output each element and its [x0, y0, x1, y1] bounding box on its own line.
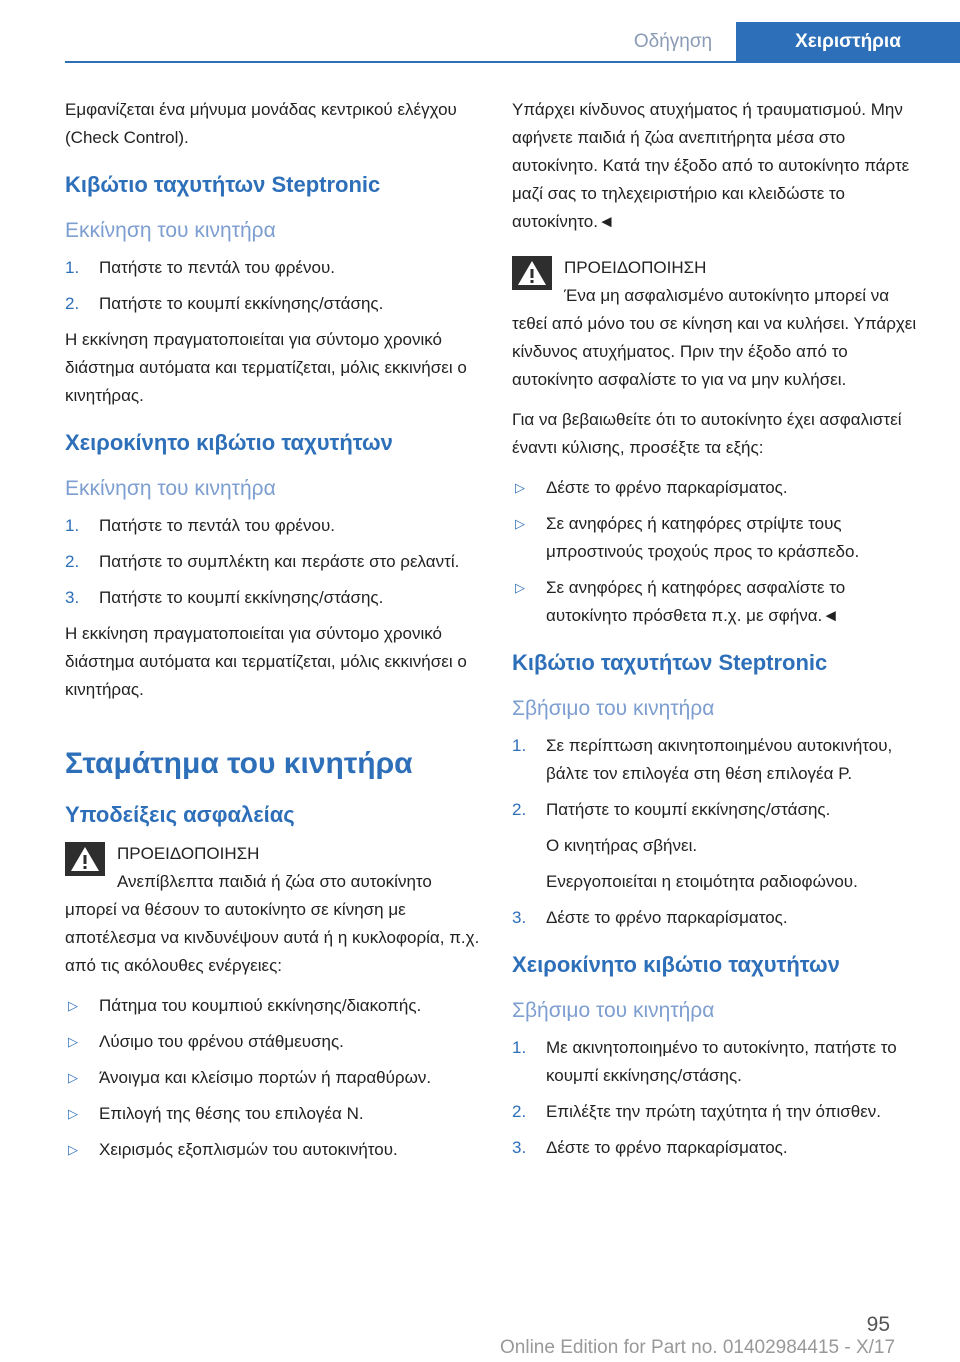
step-text: Πατήστε το συμπλέκτη και περάστε στο ρελαντί. [99, 552, 460, 571]
start-paragraph: Η εκκίνηση πραγματοποιείται για σύντομο χρονικό διάστημα αυτόματα και τερματίζεται, μόλις εκκινήσει ο κινητήρας. [65, 624, 467, 699]
bullet-triangle-icon: ▷ [68, 1034, 78, 1049]
list-item [65, 512, 485, 540]
heading-manual: Χειροκίνητο κιβώτιο ταχυτήτων [512, 952, 840, 977]
heading-engine-off: Σβήσιμο του κινητήρα [512, 697, 715, 720]
step-number: 1. [512, 1038, 527, 1057]
right-column [512, 96, 928, 1170]
stop-steps-steptronic [512, 732, 928, 932]
step-text: Με ακινητοποιημένο το αυτοκίνητο, πατήστε το κουμπί εκκίνησης/στάσης. [546, 1038, 897, 1085]
header-tabs [610, 22, 960, 62]
step-text: Δέστε το φρένο παρκαρίσματος. [546, 908, 788, 927]
heading-engine-stop: Σταμάτημα του κινητήρα [65, 747, 413, 780]
bullet-triangle-icon: ▷ [68, 1106, 78, 1121]
bullet-triangle-icon: ▷ [515, 580, 525, 595]
warning-bullets [65, 992, 485, 1164]
step-number: 2. [65, 294, 80, 313]
warning-block [65, 840, 485, 980]
list-item [512, 474, 928, 502]
bullet-triangle-icon: ▷ [515, 516, 525, 531]
warning-title: ΠΡΟΕΙΔΟΠΟΙΗΣΗ [117, 844, 260, 863]
list-item [512, 1034, 928, 1090]
heading-safety: Υποδείξεις ασφαλείας [65, 802, 295, 827]
bullet-text: Πάτημα του κουμπιού εκκίνησης/διακοπής. [99, 996, 422, 1015]
step-number: 1. [512, 736, 527, 755]
list-item [65, 1136, 485, 1164]
warning-text: Ανεπίβλεπτα παιδιά ή ζώα στο αυτοκίνητο μπορεί να θέσουν το αυτοκίνητο σε κίνηση με αποτέλεσμα να κινδυνέψουν αυτά ή η κυκλοφορία, π.χ. από τις ακόλουθες ενέργειες: [65, 872, 480, 975]
step-text: Πατήστε το κουμπί εκκίνησης/στάσης. [99, 588, 384, 607]
list-item [65, 1064, 485, 1092]
bullet-text: Άνοιγμα και κλείσιμο πορτών ή παραθύρων. [99, 1068, 432, 1087]
step-number: 1. [65, 516, 80, 535]
bullet-triangle-icon: ▷ [68, 998, 78, 1013]
step-number: 3. [65, 588, 80, 607]
bullet-text: Λύσιμο του φρένου στάθμευσης. [99, 1032, 344, 1051]
list-item [65, 584, 485, 612]
warning-icon [65, 842, 105, 876]
list-item [512, 574, 928, 630]
secure-bullets [512, 474, 928, 630]
tab-driving[interactable]: Οδήγηση [610, 22, 736, 62]
bullet-triangle-icon: ▷ [68, 1142, 78, 1157]
bullet-text: Σε ανηφόρες ή κατηφόρες ασφαλίστε το αυτοκίνητο πρόσθετα π.χ. με σφήνα.◄ [546, 578, 846, 625]
list-item [512, 796, 928, 824]
footer-edition: Online Edition for Part no. 01402984415 - X/17 [500, 1337, 896, 1358]
heading-engine-off: Σβήσιμο του κινητήρα [512, 999, 715, 1022]
heading-engine-start: Εκκίνηση του κινητήρα [65, 477, 276, 500]
intro-text: Εμφανίζεται ένα μήνυμα μονάδας κεντρικού ελέγχου (Check Control). [65, 100, 457, 147]
bullet-text: Δέστε το φρένο παρκαρίσματος. [546, 478, 788, 497]
heading-manual: Χειροκίνητο κιβώτιο ταχυτήτων [65, 430, 393, 455]
list-item [65, 548, 485, 576]
list-item [65, 290, 485, 318]
start-steps-manual [65, 512, 485, 612]
list-item [512, 510, 928, 566]
list-item [512, 1134, 928, 1162]
step-text: Πατήστε το κουμπί εκκίνησης/στάσης. [99, 294, 384, 313]
list-item [65, 254, 485, 282]
warning-text: Ένα μη ασφαλισμένο αυτοκίνητο μπορεί να τεθεί από μόνο του σε κίνηση και να κυλήσει. Υπάρχει κίνδυνος ατυχήματος. Πριν την έξοδο από το αυτοκίνητο ασφαλίστε το για να μην κυλήσει. [512, 286, 917, 389]
step-number: 2. [65, 552, 80, 571]
heading-engine-start: Εκκίνηση του κινητήρα [65, 219, 276, 242]
list-item [65, 1100, 485, 1128]
list-item [65, 1028, 485, 1056]
step-text: Δέστε το φρένο παρκαρίσματος. [546, 1138, 788, 1157]
bullet-text: Χειρισμός εξοπλισμών του αυτοκινήτου. [99, 1140, 398, 1159]
stop-steps-manual [512, 1034, 928, 1162]
step-text: Επιλέξτε την πρώτη ταχύτητα ή την όπισθεν. [546, 1102, 882, 1121]
warning-icon [512, 256, 552, 290]
step-text: Πατήστε το πεντάλ του φρένου. [99, 258, 335, 277]
heading-steptronic: Κιβώτιο ταχυτήτων Steptronic [65, 172, 381, 197]
start-steps-steptronic [65, 254, 485, 318]
step-text: Πατήστε το πεντάλ του φρένου. [99, 516, 335, 535]
step-number: 1. [65, 258, 80, 277]
bullet-text: Επιλογή της θέσης του επιλογέα N. [99, 1104, 364, 1123]
secure-paragraph: Για να βεβαιωθείτε ότι το αυτοκίνητο έχει ασφαλιστεί έναντι κύλισης, προσέξτε τα εξής: [512, 410, 902, 457]
header-rule [65, 61, 960, 63]
heading-steptronic: Κιβώτιο ταχυτήτων Steptronic [512, 650, 828, 675]
bullet-text: Σε ανηφόρες ή κατηφόρες στρίψτε τους μπροστινούς τροχούς προς το κράσπεδο. [546, 514, 860, 561]
bullet-triangle-icon: ▷ [515, 480, 525, 495]
step-number: 3. [512, 908, 527, 927]
list-item [512, 732, 928, 788]
risk-paragraph: Υπάρχει κίνδυνος ατυχήματος ή τραυματισμού. Μην αφήνετε παιδιά ή ζώα ανεπιτήρητα μέσα στο αυτοκίνητο. Κατά την έξοδο από το αυτοκίνητο πάρτε μαζί σας το τηλεχειριστήριο και κλειδώστε το αυτοκίνητο.◄ [512, 100, 910, 231]
bullet-triangle-icon: ▷ [68, 1070, 78, 1085]
step-text: Πατήστε το κουμπί εκκίνησης/στάσης. [546, 800, 831, 819]
list-item [512, 904, 928, 932]
warning-block [512, 254, 928, 394]
start-paragraph: Η εκκίνηση πραγματοποιείται για σύντομο χρονικό διάστημα αυτόματα και τερματίζεται, μόλις εκκινήσει ο κινητήρας. [65, 330, 467, 405]
warning-title: ΠΡΟΕΙΔΟΠΟΙΗΣΗ [564, 258, 707, 277]
step-number: 2. [512, 800, 527, 819]
step-result: Ο κινητήρας σβήνει. [546, 836, 698, 855]
step-number: 3. [512, 1138, 527, 1157]
page-number: 95 [866, 1313, 890, 1336]
tab-controls[interactable]: Χειριστήρια [736, 22, 960, 62]
left-column [65, 96, 485, 1172]
list-item [512, 1098, 928, 1126]
step-number: 2. [512, 1102, 527, 1121]
list-item [65, 992, 485, 1020]
step-text: Σε περίπτωση ακινητοποιημένου αυτοκινήτου, βάλτε τον επιλογέα στη θέση επιλογέα P. [546, 736, 893, 783]
step-result: Ενεργοποιείται η ετοιμότητα ραδιοφώνου. [546, 872, 858, 891]
